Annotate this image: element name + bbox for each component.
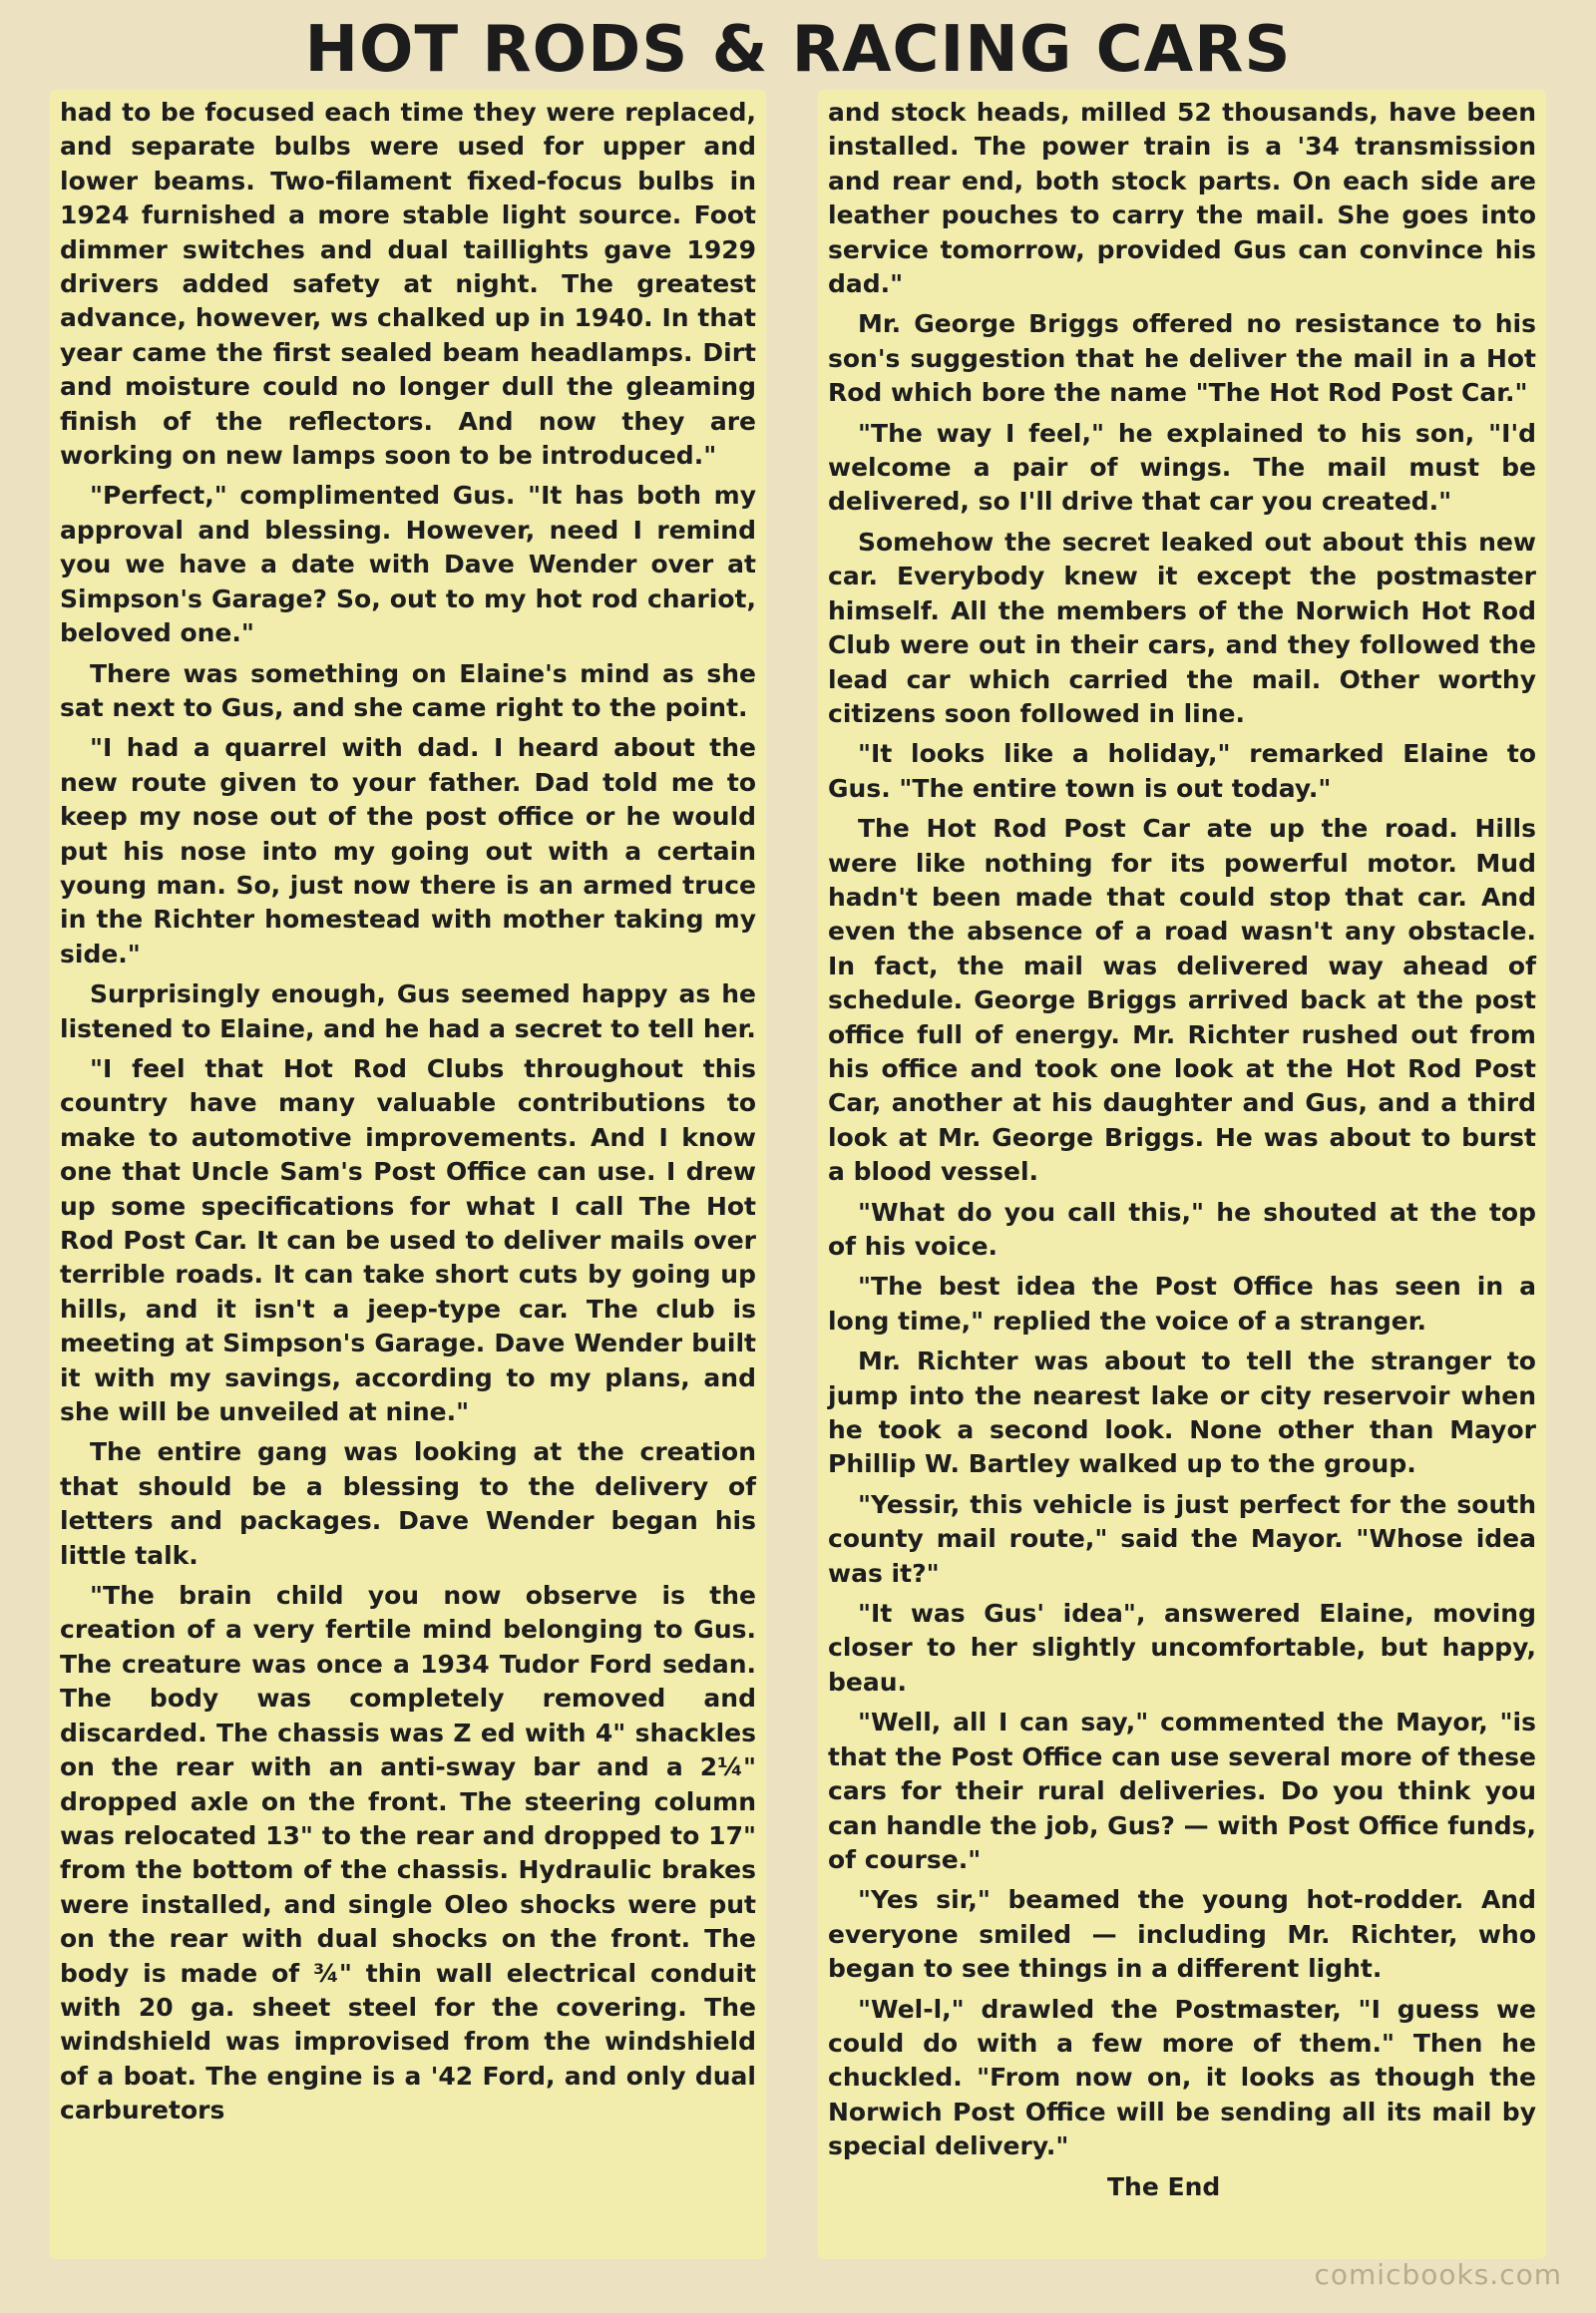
paragraph: "It was Gus' idea", answered Elaine, moving closer to her slightly uncomfortable, but happy, beau.	[828, 1599, 1536, 1697]
paragraph: "The best idea the Post Office has seen in a long time," replied the voice of a stranger.	[828, 1272, 1536, 1336]
watermark: comicbooks.com	[1314, 2258, 1562, 2291]
the-end-label: The End	[1107, 2171, 1221, 2201]
paragraph: "Yes sir," beamed the young hot-rodder. And everyone smiled — including Mr. Richter, who began to see things in a different light.	[828, 1885, 1536, 1984]
page-title: HOT RODS & RACING CARS	[304, 13, 1292, 87]
left-text-column	[50, 90, 766, 2259]
paragraph: Surprisingly enough, Gus seemed happy as he listened to Elaine, and he had a secret to tell her.	[60, 979, 756, 1043]
paragraph: and stock heads, milled 52 thousands, have been installed. The power train is a '34 transmission and rear end, both stock parts. On each side are leather pouches to carry the mail. She goes into service tomorrow, provided Gus can convince his dad."	[828, 98, 1536, 299]
paragraph: "The brain child you now observe is the creation of a very fertile mind belonging to Gus. The creature was once a 1934 Tudor Ford sedan. The body was completely removed and discarded. The chassis was Z ed with 4" shackles on the rear with an anti-sway bar and a 2¼" dropped axle on the front. The steering column was relocated 13" to the rear and dropped to 17" from the bottom of the chassis. Hydraulic brakes were installed, and single Oleo shocks were put on the rear with dual shocks on the front. The body is made of ¾" thin wall electrical conduit with 20 ga. sheet steel for the covering. The windshield was improvised from the windshield of a boat. The engine is a '42 Ford, and only dual carburetors	[60, 1581, 756, 2125]
right-text-column	[818, 90, 1546, 2259]
paragraph: "I had a quarrel with dad. I heard about the new route given to your father. Dad told me to keep my nose out of the post office or he would put his nose into my going out with a certain young man. So, just now there is an armed truce in the Richter homestead with mother taking my side."	[60, 733, 756, 968]
paragraph: There was something on Elaine's mind as she sat next to Gus, and she came right to the point.	[60, 658, 756, 722]
paragraph: "Perfect," complimented Gus. "It has both my approval and blessing. However, need I remind you we have a date with Dave Wender over at Simpson's Garage? So, out to my hot rod chariot, beloved one."	[60, 481, 756, 648]
paragraph: had to be focused each time they were replaced, and separate bulbs were used for upper and lower beams. Two-filament fixed-focus bulbs in 1924 furnished a more stable light source. Foot dimmer switches and dual taillights gave 1929 drivers added safety at night. The greatest advance, however, ws chalked up in 1940. In that year came the first sealed beam headlamps. Dirt and moisture could no longer dull the gleaming finish of the reflectors. And now they are working on new lamps soon to be introduced."	[60, 98, 756, 471]
paragraph: Mr. Richter was about to tell the stranger to jump into the nearest lake or city reservoir when he took a second look. None other than Mayor Phillip W. Bartley walked up to the group.	[828, 1347, 1536, 1479]
paragraph: Somehow the secret leaked out about this new car. Everybody knew it except the postmaster himself. All the members of the Norwich Hot Rod Club were out in their cars, and they followed the lead car which carried the mail. Other worthy citizens soon followed in line.	[828, 527, 1536, 728]
paragraph: The entire gang was looking at the creation that should be a blessing to the delivery of letters and packages. Dave Wender began his little talk.	[60, 1437, 756, 1570]
paragraph: "What do you call this," he shouted at the top of his voice.	[828, 1197, 1536, 1261]
paragraph: "Wel-l," drawled the Postmaster, "I guess we could do with a few more of them." Then he chuckled. "From now on, it looks as though the Norwich Post Office will be sending all its mail by special delivery."	[828, 1994, 1536, 2161]
paragraph: "Yessir, this vehicle is just perfect for the south county mail route," said the Mayor. "Whose idea was it?"	[828, 1489, 1536, 1588]
paragraph: The Hot Rod Post Car ate up the road. Hills were like nothing for its powerful motor. Mud hadn't been made that could stop that car. And even the absence of a road wasn't any obstacle. In fact, the mail was delivered way ahead of schedule. George Briggs arrived back at the post office full of energy. Mr. Richter rushed out from his office and took one look at the Hot Rod Post Car, another at his daughter and Gus, and a third look at Mr. George Briggs. He was about to burst a blood vessel.	[828, 814, 1536, 1187]
paragraph: "It looks like a holiday," remarked Elaine to Gus. "The entire town is out today."	[828, 739, 1536, 803]
paragraph: "Well, all I can say," commented the Mayor, "is that the Post Office can use several more of these cars for their rural deliveries. Do you think you can handle the job, Gus? — with Post Office funds, of course."	[828, 1708, 1536, 1874]
paragraph: Mr. George Briggs offered no resistance to his son's suggestion that he deliver the mail in a Hot Rod which bore the name "The Hot Rod Post Car."	[828, 309, 1536, 408]
paragraph: "I feel that Hot Rod Clubs throughout this country have many valuable contributions to make to automotive improvements. And I know one that Uncle Sam's Post Office can use. I drew up some specifications for what I call The Hot Rod Post Car. It can be used to deliver mails over terrible roads. It can take short cuts by going up hills, and it isn't a jeep-type car. The club is meeting at Simpson's Garage. Dave Wender built it with my savings, according to my plans, and she will be unveiled at nine."	[60, 1053, 756, 1427]
paragraph: "The way I feel," he explained to his son, "I'd welcome a pair of wings. The mail must be delivered, so I'll drive that car you created."	[828, 418, 1536, 517]
